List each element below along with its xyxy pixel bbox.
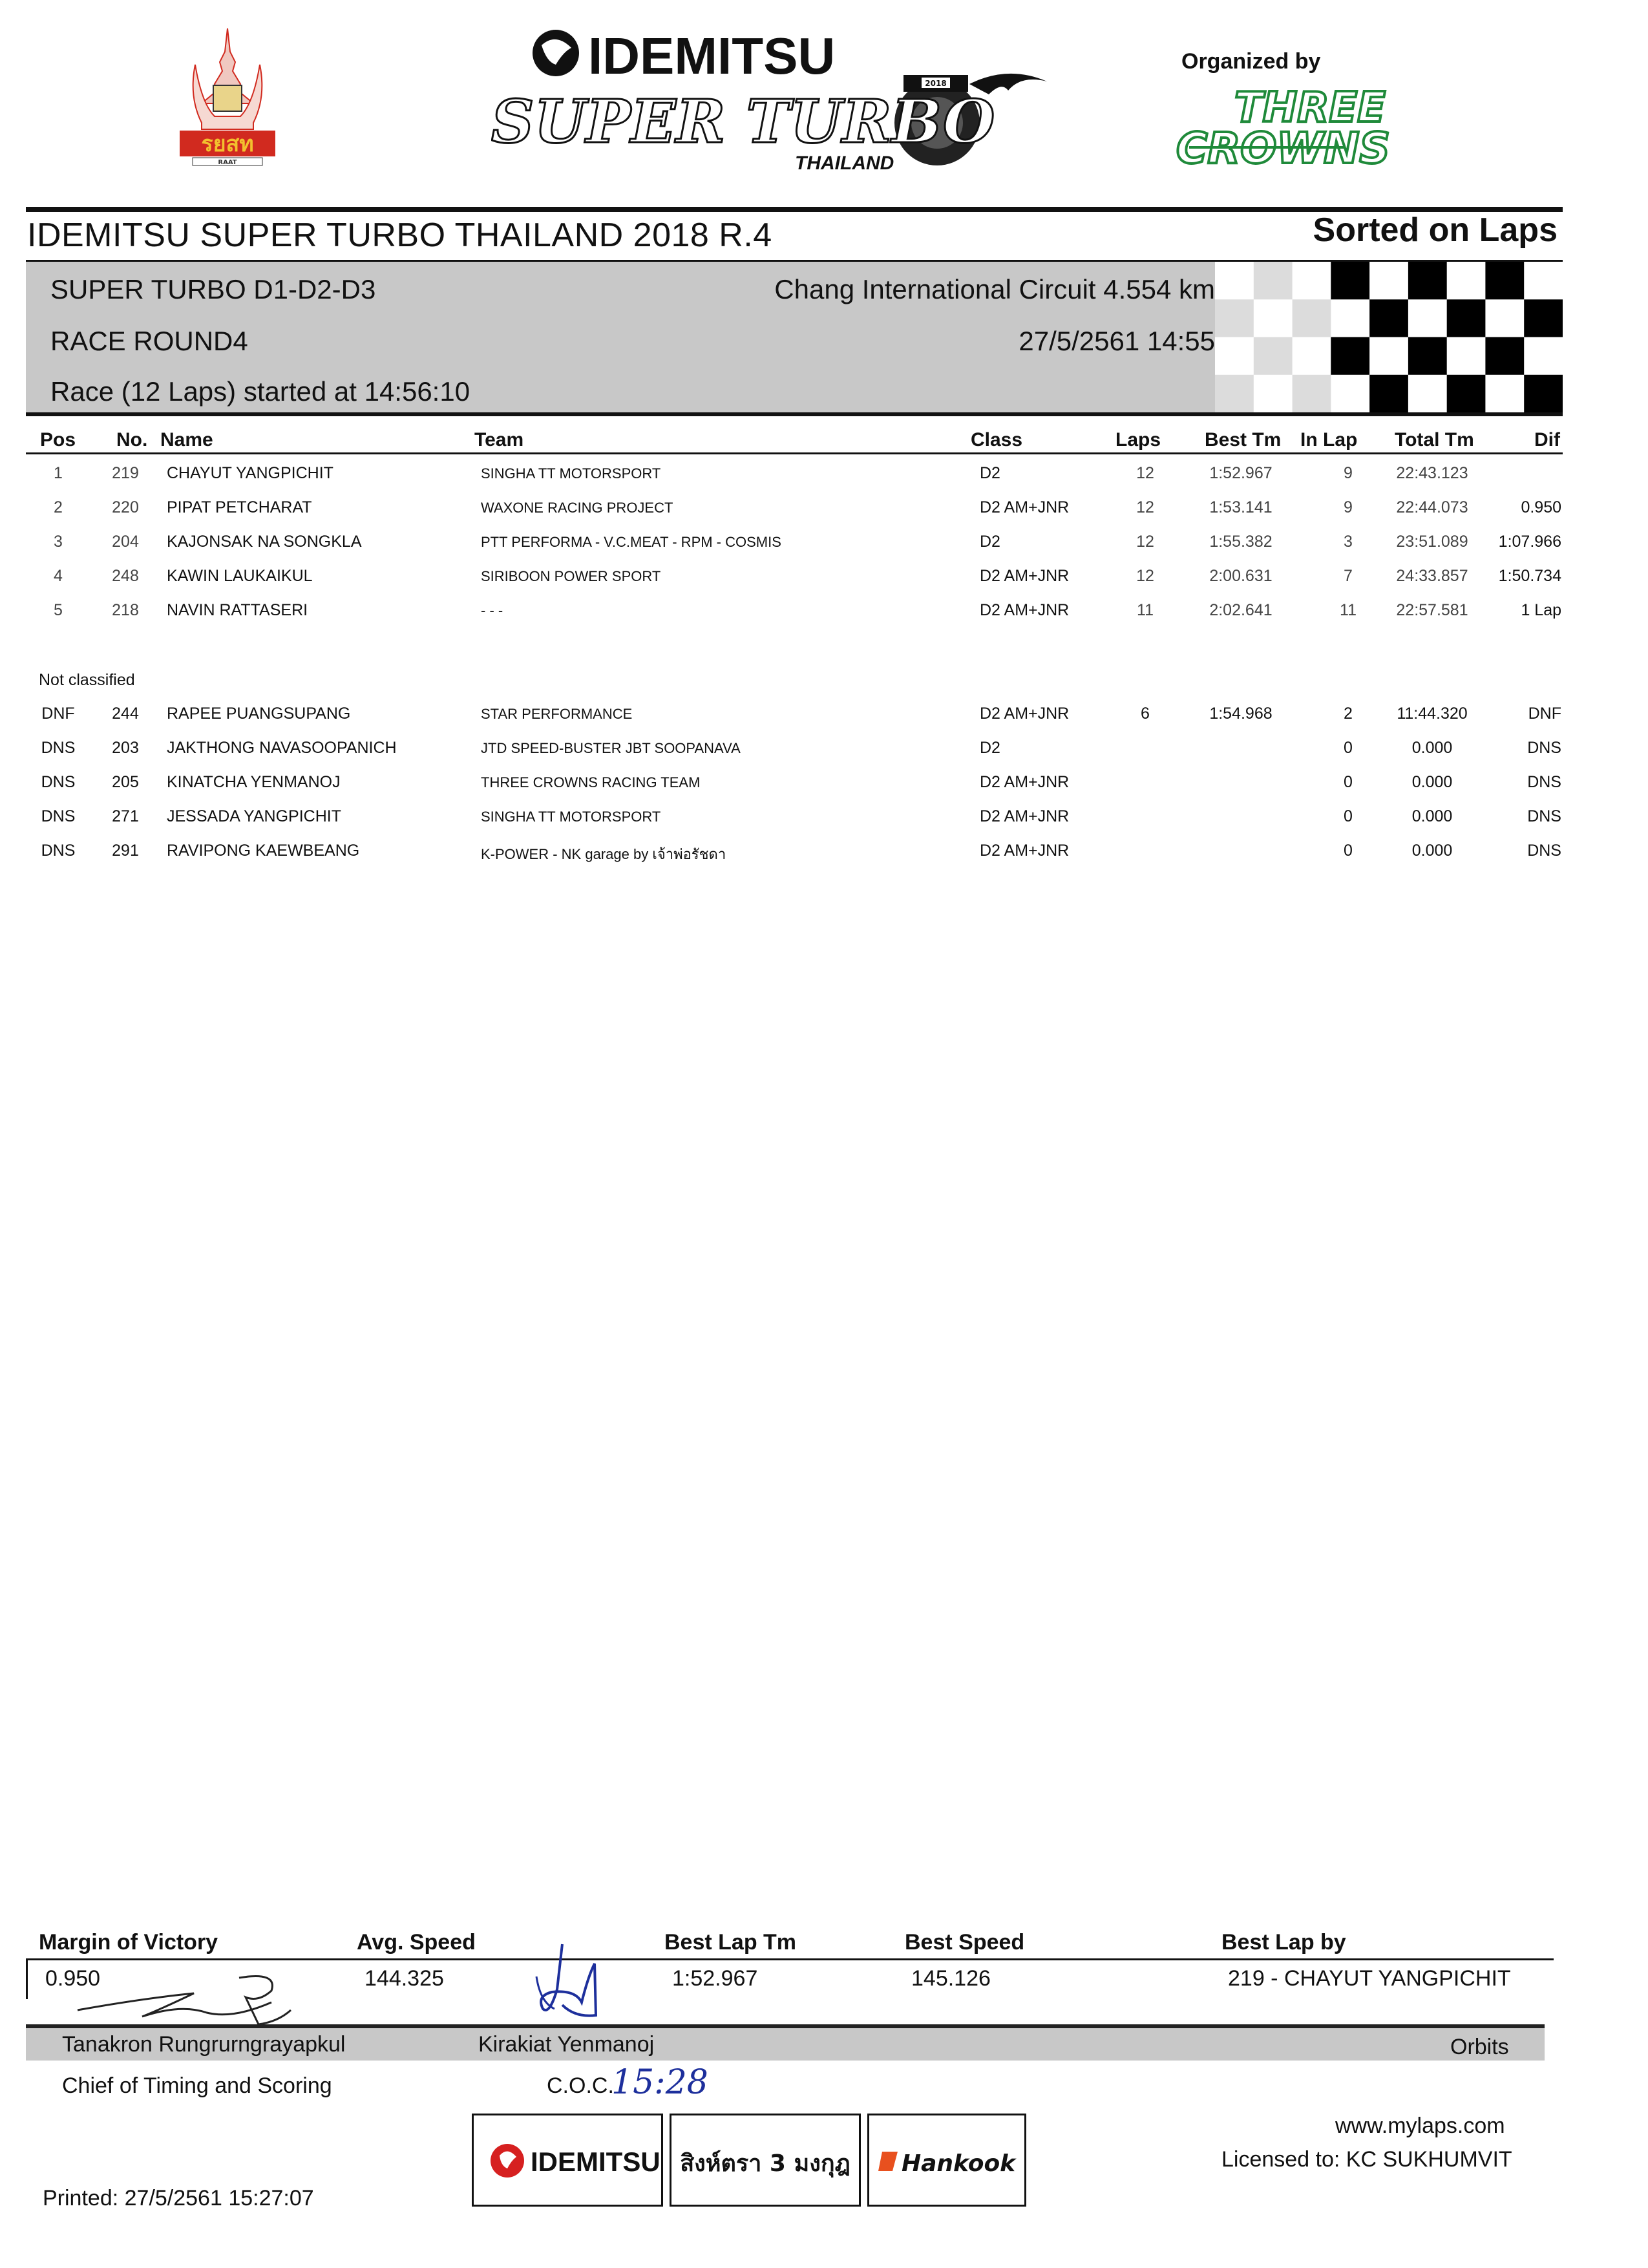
checker-square bbox=[1331, 299, 1369, 337]
svg-text:รยสท: รยสท bbox=[201, 131, 254, 157]
round-name: RACE ROUND4 bbox=[50, 326, 248, 356]
total-time: 0.000 bbox=[1411, 739, 1453, 757]
checker-square bbox=[1524, 262, 1563, 300]
in-lap: 9 bbox=[1344, 498, 1353, 516]
total-time: 11:44.320 bbox=[1397, 705, 1468, 723]
result-row bbox=[0, 567, 1648, 600]
timing-chief-name: Tanakron Rungrurngrayapkul bbox=[62, 2032, 346, 2057]
in-lap: 0 bbox=[1344, 842, 1353, 860]
car-number: 218 bbox=[112, 601, 139, 619]
in-lap: 3 bbox=[1344, 533, 1353, 551]
driver-name: JESSADA YANGPICHIT bbox=[167, 807, 341, 825]
best-time: 1:55.382 bbox=[1209, 533, 1273, 551]
coc-handwritten-time: 15:28 bbox=[611, 2063, 708, 2102]
pos: 1 bbox=[54, 464, 63, 482]
class: D2 AM+JNR bbox=[980, 807, 1070, 825]
best-lap-by-value: 219 - CHAYUT YANGPICHIT bbox=[1228, 1966, 1511, 1991]
checker-square bbox=[1215, 375, 1254, 412]
team-name: STAR PERFORMANCE bbox=[481, 706, 633, 722]
avg-speed-value: 144.325 bbox=[364, 1966, 444, 1991]
checker-square bbox=[1524, 337, 1563, 376]
result-row bbox=[0, 533, 1648, 566]
checker-square bbox=[1331, 337, 1369, 376]
checker-square bbox=[1447, 375, 1486, 412]
total-time: 0.000 bbox=[1411, 807, 1453, 825]
timing-chief-signature bbox=[65, 1965, 310, 2033]
checker-square bbox=[1369, 262, 1408, 300]
summary-rule bbox=[26, 1958, 1554, 1960]
pos: DNF bbox=[41, 705, 75, 723]
laps: 12 bbox=[1136, 533, 1154, 551]
col-inlap-header: In Lap bbox=[1300, 429, 1358, 450]
car-number: 219 bbox=[112, 464, 139, 482]
col-name-header: Name bbox=[160, 429, 213, 450]
organized-by-label: Organized by bbox=[1181, 49, 1321, 74]
col-laps-header: Laps bbox=[1115, 429, 1161, 450]
total-time: 22:43.123 bbox=[1396, 464, 1468, 482]
sort-label: Sorted on Laps bbox=[1313, 211, 1558, 249]
checker-square bbox=[1408, 375, 1447, 412]
checker-square bbox=[1215, 299, 1254, 337]
checker-square bbox=[1254, 337, 1293, 376]
checker-square bbox=[1447, 262, 1486, 300]
difference: DNS bbox=[1527, 842, 1561, 860]
laps: 12 bbox=[1136, 567, 1154, 585]
class: D2 bbox=[980, 533, 1000, 551]
driver-name: KAJONSAK NA SONGKLA bbox=[167, 533, 362, 551]
best-speed-label: Best Speed bbox=[905, 1930, 1025, 1955]
driver-name: CHAYUT YANGPICHIT bbox=[167, 464, 333, 482]
checker-square bbox=[1215, 262, 1254, 300]
in-lap: 0 bbox=[1344, 773, 1353, 791]
result-row bbox=[0, 498, 1648, 532]
result-row bbox=[0, 601, 1648, 635]
series-name: SUPER TURBO D1-D2-D3 bbox=[50, 274, 376, 304]
total-time: 0.000 bbox=[1411, 842, 1453, 860]
checker-square bbox=[1447, 299, 1486, 337]
best-time: 1:54.968 bbox=[1209, 705, 1273, 723]
pos: 3 bbox=[54, 533, 63, 551]
col-best-header: Best Tm bbox=[1205, 429, 1282, 450]
hankook-sponsor bbox=[867, 2114, 1026, 2207]
team-name: JTD SPEED-BUSTER JBT SOOPANAVA bbox=[481, 740, 741, 756]
pos: DNS bbox=[41, 773, 76, 791]
checker-square bbox=[1254, 375, 1293, 412]
avg-speed-label: Avg. Speed bbox=[357, 1930, 476, 1955]
car-number: 248 bbox=[112, 567, 139, 585]
svg-text:IDEMITSU: IDEMITSU bbox=[588, 27, 836, 85]
checkered-flag-graphic bbox=[1215, 262, 1563, 412]
three-crowns-logo bbox=[1176, 80, 1461, 177]
licensed-to: Licensed to: KC SUKHUMVIT bbox=[1221, 2147, 1512, 2172]
car-number: 220 bbox=[112, 498, 139, 516]
summary-box-edge bbox=[26, 1960, 28, 1999]
checker-square bbox=[1369, 337, 1408, 376]
car-number: 271 bbox=[112, 807, 139, 825]
col-no-header: No. bbox=[116, 429, 148, 450]
difference: DNS bbox=[1527, 739, 1561, 757]
laps: 11 bbox=[1137, 601, 1154, 619]
band-bottom-rule bbox=[26, 412, 1563, 416]
class: D2 bbox=[980, 464, 1000, 482]
checker-square bbox=[1408, 337, 1447, 376]
team-name: - - - bbox=[481, 602, 503, 619]
car-number: 244 bbox=[112, 705, 139, 723]
printed-timestamp: Printed: 27/5/2561 15:27:07 bbox=[43, 2186, 314, 2210]
checker-square bbox=[1408, 262, 1447, 300]
total-time: 23:51.089 bbox=[1396, 533, 1468, 551]
col-class-header: Class bbox=[971, 429, 1023, 450]
difference: 1 Lap bbox=[1521, 601, 1561, 619]
best-lap-value: 1:52.967 bbox=[672, 1966, 758, 1991]
in-lap: 7 bbox=[1344, 567, 1353, 585]
checker-square bbox=[1447, 337, 1486, 376]
class: D2 AM+JNR bbox=[980, 601, 1070, 619]
result-row bbox=[0, 807, 1648, 841]
total-time: 0.000 bbox=[1411, 773, 1453, 791]
difference: DNF bbox=[1528, 705, 1561, 723]
sponsor-strip bbox=[472, 2114, 1026, 2205]
idemitsu-sponsor bbox=[472, 2114, 663, 2207]
raat-logo bbox=[176, 26, 279, 167]
in-lap: 0 bbox=[1344, 807, 1353, 825]
checker-square bbox=[1293, 375, 1331, 412]
laps: 12 bbox=[1136, 464, 1154, 482]
checker-square bbox=[1408, 299, 1447, 337]
pos: DNS bbox=[41, 739, 76, 757]
event-title: IDEMITSU SUPER TURBO THAILAND 2018 R.4 bbox=[27, 217, 772, 254]
idemitsu-super-turbo-logo bbox=[491, 19, 1073, 175]
difference: 0.950 bbox=[1521, 498, 1561, 516]
team-name: PTT PERFORMA - V.C.MEAT - RPM - COSMIS bbox=[481, 534, 781, 550]
orbits-label: Orbits bbox=[1450, 2035, 1509, 2059]
total-time: 22:44.073 bbox=[1396, 498, 1468, 516]
timing-chief-role: Chief of Timing and Scoring bbox=[62, 2073, 332, 2098]
header-rule bbox=[26, 452, 1563, 454]
best-time: 1:53.141 bbox=[1209, 498, 1273, 516]
best-speed-value: 145.126 bbox=[911, 1966, 991, 1991]
col-team-header: Team bbox=[474, 429, 524, 450]
result-row bbox=[0, 705, 1648, 738]
driver-name: RAVIPONG KAEWBEANG bbox=[167, 842, 360, 860]
best-lap-label: Best Lap Tm bbox=[664, 1930, 797, 1955]
result-row bbox=[0, 773, 1648, 807]
checker-square bbox=[1293, 337, 1331, 376]
svg-text:IDEMITSU: IDEMITSU bbox=[531, 2146, 660, 2177]
difference: DNS bbox=[1527, 773, 1561, 791]
laps: 12 bbox=[1136, 498, 1154, 516]
svg-text:SUPER TURBO: SUPER TURBO bbox=[491, 87, 995, 156]
pos: 2 bbox=[54, 498, 63, 516]
svg-text:สิงห์ตรา 3 มงกุฎ: สิงห์ตรา 3 มงกุฎ bbox=[680, 2150, 850, 2177]
checker-square bbox=[1254, 262, 1293, 300]
class: D2 bbox=[980, 739, 1000, 757]
circuit-name: Chang International Circuit 4.554 km bbox=[774, 274, 1215, 304]
pos: 5 bbox=[54, 601, 63, 619]
checker-square bbox=[1485, 262, 1524, 300]
class: D2 AM+JNR bbox=[980, 842, 1070, 860]
driver-name: PIPAT PETCHARAT bbox=[167, 498, 312, 516]
laps: 6 bbox=[1141, 705, 1150, 723]
result-row bbox=[0, 739, 1648, 772]
svg-text:RAAT: RAAT bbox=[218, 159, 237, 166]
team-name: K-POWER - NK garage by เจ้าพ่อรัชดา bbox=[481, 846, 726, 862]
checker-square bbox=[1293, 299, 1331, 337]
coc-name: Kirakiat Yenmanoj bbox=[478, 2032, 655, 2057]
checker-square bbox=[1485, 299, 1524, 337]
coc-role: C.O.C. bbox=[547, 2073, 614, 2098]
checker-square bbox=[1485, 375, 1524, 412]
difference: DNS bbox=[1527, 807, 1561, 825]
checker-square bbox=[1369, 299, 1408, 337]
team-name: SIRIBOON POWER SPORT bbox=[481, 568, 661, 584]
website[interactable]: www.mylaps.com bbox=[1335, 2114, 1505, 2138]
car-number: 205 bbox=[112, 773, 139, 791]
best-lap-by-label: Best Lap by bbox=[1221, 1930, 1346, 1955]
margin-of-victory-value: 0.950 bbox=[45, 1966, 101, 1991]
svg-text:Hankook: Hankook bbox=[902, 2150, 1016, 2177]
car-number: 204 bbox=[112, 533, 139, 551]
best-time: 2:00.631 bbox=[1209, 567, 1273, 585]
pos: DNS bbox=[41, 842, 76, 860]
svg-text:CROWNS: CROWNS bbox=[1176, 123, 1390, 173]
class: D2 AM+JNR bbox=[980, 567, 1070, 585]
driver-name: KAWIN LAUKAIKUL bbox=[167, 567, 313, 585]
checker-square bbox=[1485, 337, 1524, 376]
class: D2 AM+JNR bbox=[980, 773, 1070, 791]
col-dif-header: Dif bbox=[1534, 429, 1560, 450]
result-row bbox=[0, 464, 1648, 498]
pos: 4 bbox=[54, 567, 63, 585]
margin-of-victory-label: Margin of Victory bbox=[39, 1930, 218, 1955]
not-classified-label: Not classified bbox=[39, 671, 135, 689]
col-pos-header: Pos bbox=[40, 429, 76, 450]
class: D2 AM+JNR bbox=[980, 705, 1070, 723]
in-lap: 11 bbox=[1340, 601, 1357, 619]
driver-name: NAVIN RATTASERI bbox=[167, 601, 308, 619]
team-name: SINGHA TT MOTORSPORT bbox=[481, 465, 661, 482]
in-lap: 2 bbox=[1344, 705, 1353, 723]
total-time: 24:33.857 bbox=[1396, 567, 1468, 585]
checker-square bbox=[1254, 299, 1293, 337]
best-time: 2:02.641 bbox=[1209, 601, 1273, 619]
result-row bbox=[0, 842, 1648, 875]
col-total-header: Total Tm bbox=[1395, 429, 1474, 450]
checker-square bbox=[1331, 375, 1369, 412]
difference: 1:50.734 bbox=[1498, 567, 1561, 585]
team-name: SINGHA TT MOTORSPORT bbox=[481, 809, 661, 825]
pos: DNS bbox=[41, 807, 76, 825]
class: D2 AM+JNR bbox=[980, 498, 1070, 516]
driver-name: RAPEE PUANGSUPANG bbox=[167, 705, 351, 723]
checker-square bbox=[1293, 262, 1331, 300]
driver-name: KINATCHA YENMANOJ bbox=[167, 773, 341, 791]
in-lap: 0 bbox=[1344, 739, 1353, 757]
in-lap: 9 bbox=[1344, 464, 1353, 482]
thai-brand-sponsor bbox=[670, 2114, 861, 2207]
race-datetime: 27/5/2561 14:55 bbox=[1019, 326, 1215, 356]
race-start: Race (12 Laps) started at 14:56:10 bbox=[50, 376, 470, 407]
best-time: 1:52.967 bbox=[1209, 464, 1273, 482]
checker-square bbox=[1524, 375, 1563, 412]
checker-square bbox=[1369, 375, 1408, 412]
checker-square bbox=[1215, 337, 1254, 376]
svg-text:THAILAND: THAILAND bbox=[795, 153, 894, 174]
team-name: THREE CROWNS RACING TEAM bbox=[481, 774, 701, 790]
checker-square bbox=[1524, 299, 1563, 337]
difference: 1:07.966 bbox=[1498, 533, 1561, 551]
svg-text:THREE: THREE bbox=[1234, 84, 1386, 132]
checker-square bbox=[1331, 262, 1369, 300]
driver-name: JAKTHONG NAVASOOPANICH bbox=[167, 739, 397, 757]
coc-signature bbox=[523, 1938, 614, 2031]
svg-text:2018: 2018 bbox=[925, 79, 947, 88]
car-number: 203 bbox=[112, 739, 139, 757]
team-name: WAXONE RACING PROJECT bbox=[481, 500, 673, 516]
car-number: 291 bbox=[112, 842, 139, 860]
total-time: 22:57.581 bbox=[1396, 601, 1468, 619]
